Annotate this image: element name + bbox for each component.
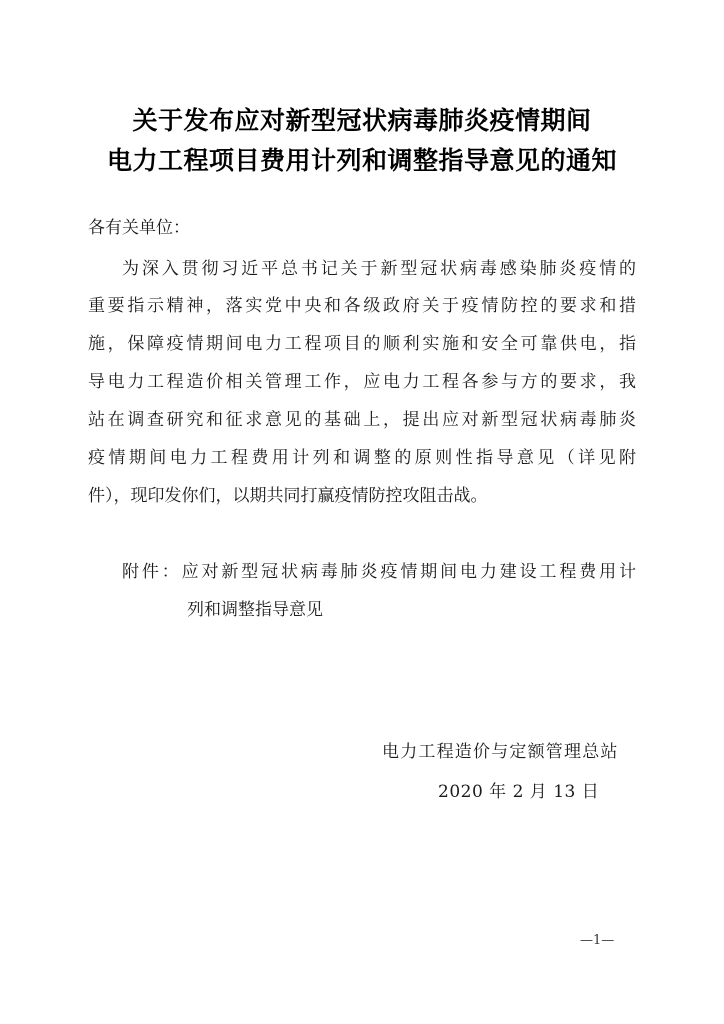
body-line-6: 疫情期间电力工程费用计列和调整的原则性指导意见（详见附: [88, 448, 636, 468]
body-line-7: 件），现印发你们，以期共同打赢疫情防控攻阻击战。: [88, 486, 488, 506]
signature-organization: 电力工程造价与定额管理总站: [382, 742, 619, 762]
attachment-line-1: 附件：应对新型冠状病毒肺炎疫情期间电力建设工程费用计: [122, 562, 636, 582]
page-number: —1—: [580, 933, 615, 948]
body-line-2: 重要指示精神，落实党中央和各级政府关于疫情防控的要求和措: [88, 296, 636, 316]
body-line-1: 为深入贯彻习近平总书记关于新型冠状病毒感染肺炎疫情的: [122, 259, 636, 279]
attachment-line-2: 列和调整指导意见: [187, 600, 323, 620]
document-title-line-2: 电力工程项目费用计列和调整指导意见的通知: [106, 146, 617, 175]
document-title-line-1: 关于发布应对新型冠状病毒肺炎疫情期间: [132, 106, 592, 135]
salutation: 各有关单位：: [88, 218, 190, 238]
body-line-3: 施，保障疫情期间电力工程项目的顺利实施和安全可靠供电，指: [88, 334, 636, 354]
body-line-5: 站在调查研究和征求意见的基础上，提出应对新型冠状病毒肺炎: [88, 410, 636, 430]
body-line-4: 导电力工程造价相关管理工作，应电力工程各参与方的要求，我: [88, 372, 636, 392]
signature-date: 2020 年 2 月 13 日: [438, 782, 600, 802]
